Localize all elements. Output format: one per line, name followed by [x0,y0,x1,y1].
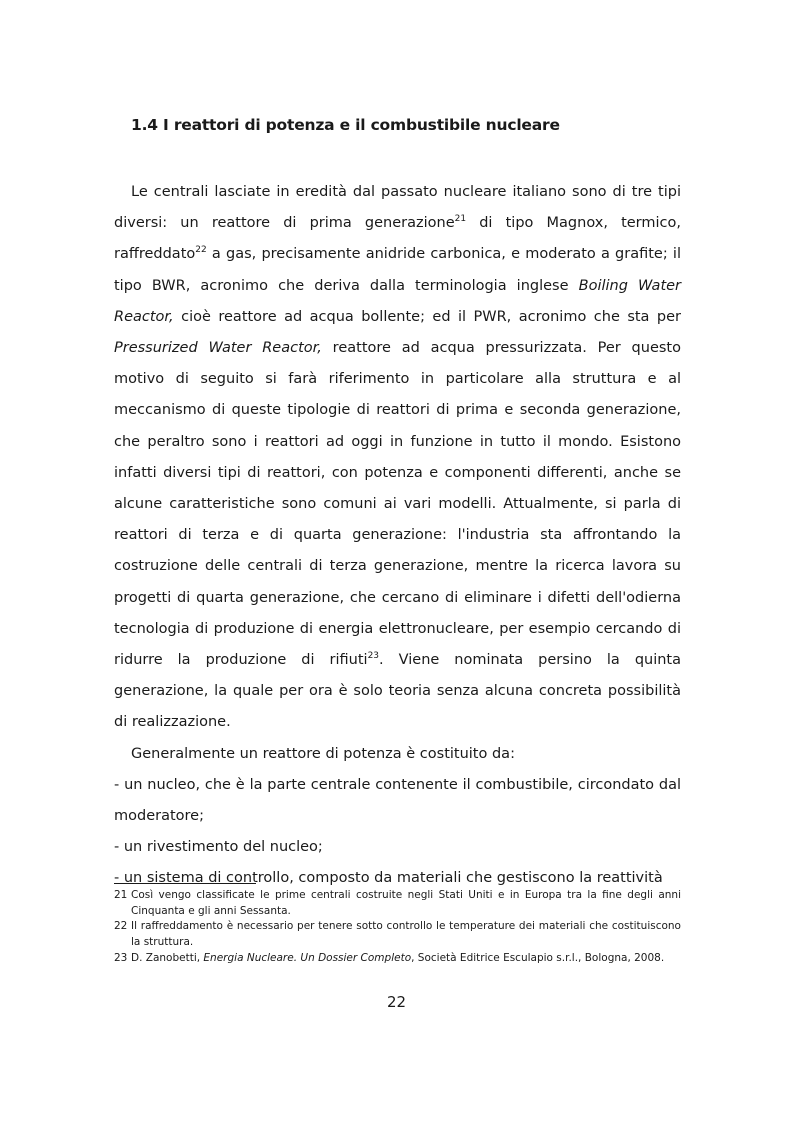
section-heading: 1.4 I reattori di potenza e il combustibile nucleare [131,116,560,134]
footnote-22 [114,919,681,950]
italic-term: Boiling Water Reactor, [114,277,682,325]
citation-title: Energia Nucleare. Un Dossier Completo [203,951,412,964]
italic-term: Pressurized Water Reactor, [114,340,322,357]
text-run: . Viene nominata persino la quinta generazione, la quale per ora è solo teoria senza alcuna concreta possibilità di realizzazione. [114,652,681,731]
list-item: - un nucleo, che è la parte centrale contenente il combustibile, circondato dal moderatore; [114,776,681,825]
footnote-separator [114,883,256,884]
paragraph-1 [114,177,681,739]
footnotes [114,888,681,967]
text-run: di tipo Magnox, termico, raffreddato [114,215,681,263]
text-run: cioè reattore ad acqua bollente; ed il PWR, acronimo che sta per [173,308,681,325]
citation-author: D. Zanobetti, [131,951,204,964]
footnote-ref-22[interactable]: 22 [195,245,207,256]
text-run: a gas, precisamente anidride carbonica, e moderato a grafite; il tipo BWR, acronimo che deriva dalla terminologia inglese [114,246,681,294]
citation-publisher: , Società Editrice Esculapio s.r.l., Bologna, 2008. [411,951,665,964]
list-item: - un sistema di controllo, composto da materiali che gestiscono la reattività [114,870,663,887]
footnote-ref-23[interactable]: 23 [367,651,380,662]
list-item: - un rivestimento del nucleo; [114,839,323,856]
footnote-21 [114,888,681,919]
text-run: reattore ad acqua pressurizzata. Per questo motivo di seguito si farà riferimento in particolare alla struttura e al meccanismo di queste tipologie di reattori di prima e seconda generazione, che peraltro sono i reattori ad oggi in funzione in tutto il mondo. Esistono infatti diversi tipi di reattori, con potenza e componenti differenti, anche se alcune caratteristiche sono comuni ai vari modelli. Attualmente, si parla di reattori di terza e di quarta generazione: l'industria sta affrontando la costruzione delle centrali di terza generazione, mentre la ricerca lavora su progetti di quarta generazione, che cercano di eliminare i difetti dell'odierna tecnologia di produzione di energia elettronucleare, per esempio cercando di ridurre la produzione di rifiuti [114,340,681,669]
footnote-ref-21[interactable]: 21 [454,214,467,225]
footnote-text: Il raffreddamento è necessario per tenere sotto controllo le temperature dei materiali che costituiscono la struttura. [131,920,681,949]
page-number: 22 [386,993,407,1011]
text-run: Le centrali lasciate in eredità dal passato nucleare italiano sono di tre tipi diversi: un reattore di prima generazione [114,184,681,232]
footnote-number: 22 [114,920,128,933]
footnote-text: Così vengo classificate le prime centrali costruite negli Stati Uniti e in Europa tra la fine degli anni Cinquanta e gli anni Sessanta. [131,889,681,917]
paragraph-2: Generalmente un reattore di potenza è costituito da: [131,745,515,762]
footnote-number: 21 [114,889,128,901]
footnote-number: 23 [114,951,128,964]
body-text [114,177,681,895]
footnote-23 [114,951,681,967]
footnote-text [131,951,681,967]
